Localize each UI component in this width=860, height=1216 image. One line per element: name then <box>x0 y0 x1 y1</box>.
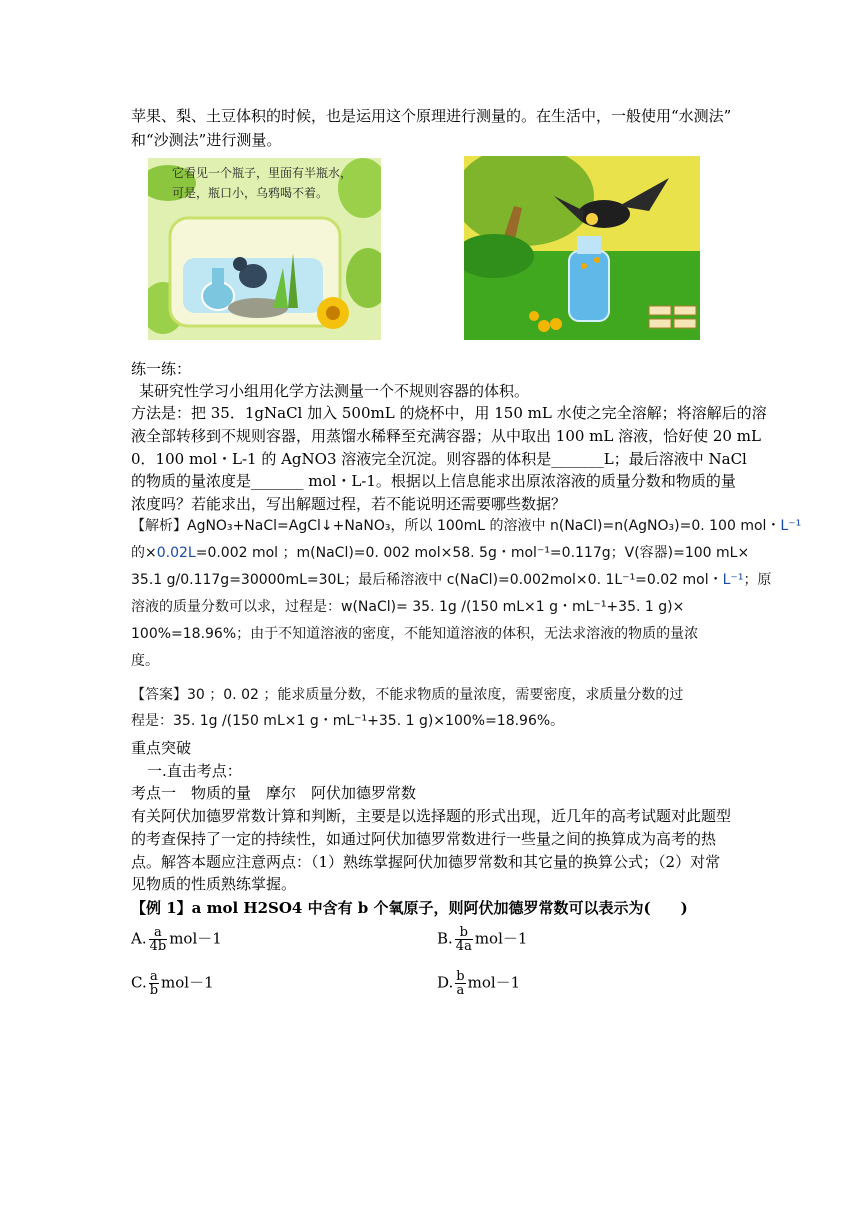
practice-line-3: 液全部转移到不规则容器，用蒸馏水稀释至充满容器；从中取出 100 mL 溶液，恰好使 20 mL <box>131 427 761 445</box>
practice-line-2: 方法是：把 35．1gNaCl 加入 500mL 的烧杯中，用 150 mL 水使之完全溶解；将溶解后的溶 <box>131 404 767 422</box>
option-c: C. $\frac{a}{b}$ mol－1 <box>131 969 214 998</box>
practice-line-5: 的物质的量浓度是_______ mol・L-1。根据以上信息能求出原浓溶液的质量分数和物质的量 <box>131 472 736 490</box>
intro-line-2: 和“沙测法”进行测量。 <box>131 131 282 149</box>
example-stem: 【例 1】a mol H2SO4 中含有 b 个氧原子，则阿伏加德罗常数可以表示为( ) <box>131 899 688 917</box>
section-subtitle: 一.直击考点： <box>147 762 242 780</box>
practice-line-1: 某研究性学习小组用化学方法测量一个不规则容器的体积。 <box>139 382 530 400</box>
intro-line-1: 苹果、梨、土豆体积的时候，也是运用这个原理进行测量的。在生活中，一般使用“水测法” <box>131 107 732 125</box>
exam-point-heading: 考点一 物质的量 摩尔 阿伏加德罗常数 <box>131 784 417 802</box>
practice-line-4: 0．100 mol・L-1 的 AgNO3 溶液完全沉淀。则容器的体积是_______L；最后溶液中 NaCl <box>131 450 747 468</box>
section-paragraph-1: 有关阿伏加德罗常数计算和判断，主要是以选择题的形式出现，近几年的高考试题对此题型 <box>131 807 732 825</box>
analysis-block: 【解析】AgNO₃+NaCl=AgCl↓+NaNO₃，所以 100mL 的溶液中 n(NaCl)=n(AgNO₃)=0. 100 mol・L⁻¹ 的×0.02L=0.002 mol ；m(NaCl)=0. 002 mol×58. 5g・mol⁻¹=0.117g；V(容器)=100 mL× 35.1 g/0.117g=30000mL=30L；最后稀溶液中 c(NaCl)=0.002mol×0. 1L⁻¹=0.02 mol・L⁻¹；原 溶液的质量分数可以求，过程是：w(NaCl)= 35. 1g /(150 mL×1 g・mL⁻¹+35. 1 g)× 100%=18.96%；由于不知道溶液的密度，不能知道溶液的体积，无法求溶液的物质的量浓 度。 <box>131 518 802 669</box>
option-d: D. $\frac{b}{a}$ mol－1 <box>437 969 521 998</box>
section-paragraph-2: 的考查保持了一定的持续性，如通过阿伏加德罗常数进行一些量之间的换算成为高考的热 <box>131 830 717 848</box>
illustration-caption-1: 它看见一个瓶子，里面有半瓶水， <box>172 166 353 180</box>
option-b: B. $\frac{b}{4a}$ mol－1 <box>437 925 528 954</box>
option-a: A. $\frac{a}{4b}$ mol－1 <box>131 925 222 954</box>
section-paragraph-3: 点。解答本题应注意两点：（1）熟练掌握阿伏加德罗常数和其它量的换算公式；（2）对常 <box>131 853 721 871</box>
section-title: 重点突破 <box>131 739 192 757</box>
section-paragraph-4: 见物质的性质熟练掌握。 <box>131 875 297 893</box>
answer-block: 【答案】30 ；0. 02 ；能求质量分数，不能求物质的量浓度，需要密度，求质量分数的过 程是：35. 1g /(150 mL×1 g・mL⁻¹+35. 1 g)×100%=18.96%。 <box>131 687 684 729</box>
crow-bottle-illustration-right <box>464 156 700 340</box>
practice-line-6: 浓度吗？若能求出，写出解题过程，若不能说明还需要哪些数据？ <box>131 495 567 513</box>
practice-heading: 练一练： <box>131 360 192 378</box>
illustration-caption-2: 可是，瓶口小，乌鸦喝不着。 <box>172 186 329 200</box>
